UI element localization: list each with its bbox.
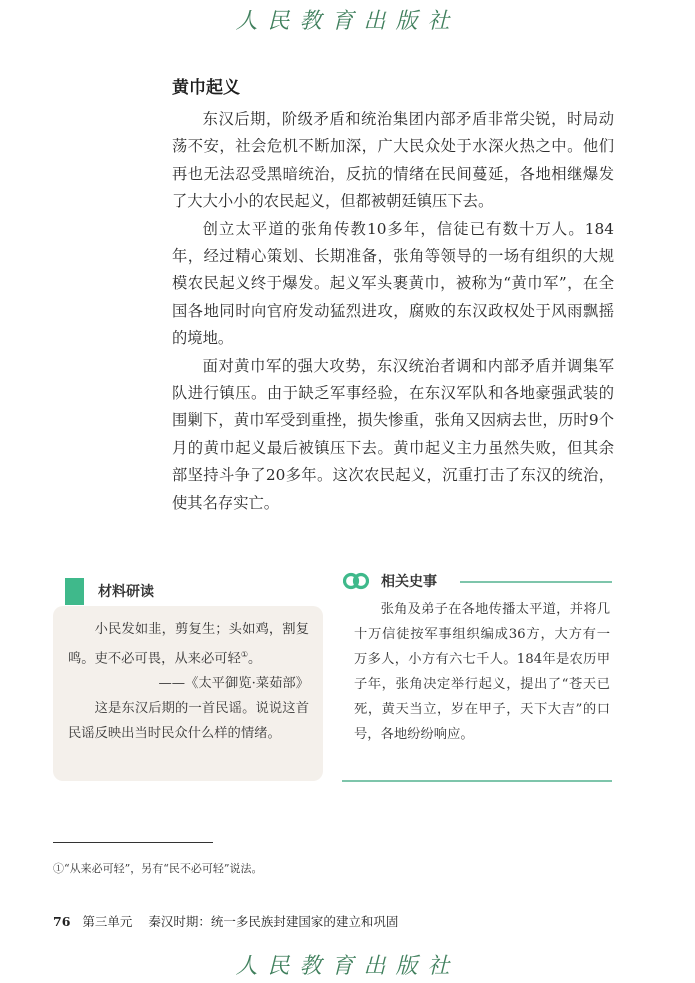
linked-rings-icon bbox=[343, 570, 369, 592]
green-block-icon bbox=[65, 578, 84, 605]
page-footer bbox=[53, 912, 398, 930]
paragraph: 面对黄巾军的强大攻势，东汉统治者调和内部矛盾并调集军队进行镇压。由于缺乏军事经验，在东汉军队和各地豪强武装的围剿下，黄巾军受到重挫，损失惨重，张角又因病去世，历时9个月的黄巾起义最后被镇压下去。黄巾起义主力虽然失败，但其余部坚持斗争了20多年。这次农民起义，沉重打击了东汉的统治，使其名存实亡。 bbox=[172, 356, 614, 512]
quote-text bbox=[68, 617, 309, 671]
footnote-marker[interactable]: ① bbox=[240, 650, 249, 659]
related-history-panel bbox=[354, 597, 610, 747]
material-reading-panel bbox=[53, 606, 323, 781]
footnote: ①“从来必可轻”，另有“民不必可轻”说法。 bbox=[53, 862, 263, 875]
paragraph: 东汉后期，阶级矛盾和统治集团内部矛盾非常尖锐，时局动荡不安，社会危机不断加深，广大民众处于水深火热之中。他们再也无法忍受黑暗统治，反抗的情绪在民间蔓延，各地相继爆发了大大小小的农民起义，但都被朝廷镇压下去。 bbox=[172, 110, 614, 211]
quote-end: 。 bbox=[248, 651, 262, 667]
material-reading-title: 材料研读 bbox=[98, 584, 154, 600]
publisher-logo-bottom: 人民教育出版社 bbox=[235, 954, 460, 979]
header-rule bbox=[460, 581, 612, 583]
quote-source: ——《太平御览·菜茹部》 bbox=[158, 676, 309, 692]
page-number: 76 bbox=[53, 914, 71, 929]
related-history-text: 张角及弟子在各地传播太平道，并将几十万信徒按军事组织编成36方，大方有一万多人，小方有六七千人。184年是农历甲子年，张角决定举行起义，提出了“苍天已死，黄天当立，岁在甲子，天下大吉”的口号，各地纷纷响应。 bbox=[354, 602, 610, 742]
related-history-title: 相关史事 bbox=[381, 574, 437, 590]
publisher-logo-top: 人民教育出版社 bbox=[235, 9, 460, 34]
unit-title: 秦汉时期：统一多民族封建国家的建立和巩固 bbox=[148, 914, 399, 929]
material-reading-header bbox=[65, 577, 154, 605]
related-history-header bbox=[343, 570, 437, 592]
footnote-divider bbox=[53, 842, 213, 843]
reading-question: 这是东汉后期的一首民谣。说说这首民谣反映出当时民众什么样的情绪。 bbox=[68, 701, 309, 742]
main-body-text bbox=[172, 106, 614, 517]
section-title: 黄巾起义 bbox=[172, 78, 240, 98]
paragraph: 创立太平道的张角传教10多年，信徒已有数十万人。184年，经过精心策划、长期准备，张角等领导的一场有组织的大规模农民起义终于爆发。起义军头裹黄巾，被称为“黄巾军”，在全国各地同时向官府发动猛烈进攻，腐败的东汉政权处于风雨飘摇的境地。 bbox=[172, 219, 614, 348]
panel-bottom-rule bbox=[342, 780, 612, 782]
quote-body: 小民发如韭，剪复生；头如鸡，割复鸣。吏不必可畏，从来必可轻 bbox=[68, 622, 309, 667]
unit-label: 第三单元 bbox=[82, 914, 133, 929]
